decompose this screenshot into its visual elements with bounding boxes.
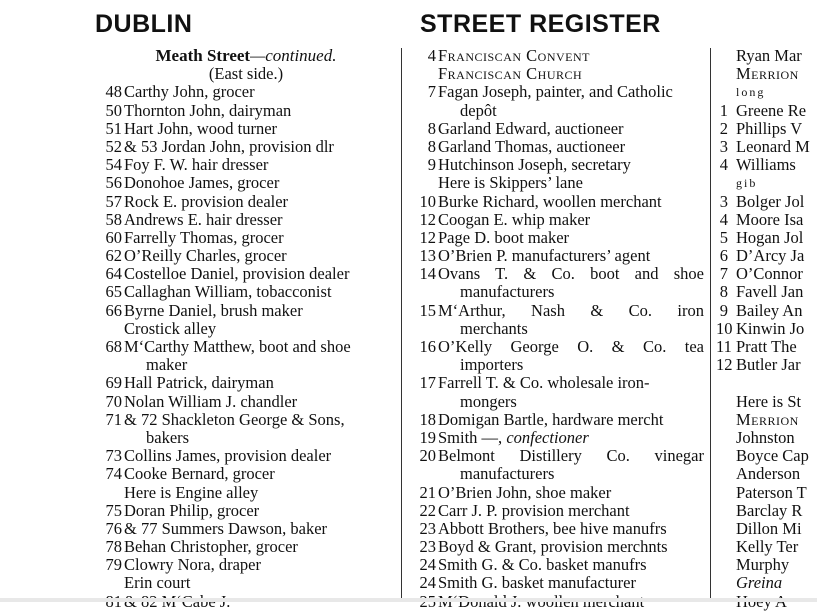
entry-text: O’Reilly Charles, grocer xyxy=(124,246,287,266)
register-entry xyxy=(716,393,817,411)
house-number: 60 xyxy=(105,227,122,247)
entry-text: Pratt The xyxy=(736,337,797,356)
register-entry xyxy=(716,538,817,556)
register-entry xyxy=(94,484,398,502)
entry-text: gib xyxy=(736,176,758,191)
register-entry xyxy=(716,65,817,83)
entry-text: Ryan Mar xyxy=(736,46,802,65)
register-entry xyxy=(94,247,398,265)
entry-text: Hall Patrick, dairyman xyxy=(124,373,274,393)
register-entry xyxy=(94,520,398,538)
register-entry xyxy=(94,283,398,301)
entry-text: Anderson xyxy=(736,464,801,484)
house-number: 73 xyxy=(105,446,122,466)
register-entry xyxy=(94,429,398,447)
register-entry xyxy=(94,193,398,211)
register-entry xyxy=(716,556,817,574)
register-entry xyxy=(408,356,704,374)
entry-text: depôt xyxy=(460,100,497,120)
entry-text: Byrne Daniel, brush maker xyxy=(124,300,303,320)
register-entry xyxy=(716,229,817,247)
entry-text: Belmont Distillery Co. vinegar xyxy=(438,446,704,466)
register-entry xyxy=(716,193,817,211)
register-entry xyxy=(408,247,704,265)
house-number: 7 xyxy=(719,264,728,284)
entry-text: Greina xyxy=(736,573,783,593)
register-entry xyxy=(408,374,704,392)
house-number: 22 xyxy=(419,500,436,520)
house-number: 14 xyxy=(419,264,436,284)
register-entry xyxy=(94,502,398,520)
register-entry xyxy=(408,83,704,101)
entry-text: Cooke Bernard, grocer xyxy=(124,464,275,484)
entry-text: Garland Edward, auctioneer xyxy=(438,118,624,138)
house-number: 8 xyxy=(427,118,436,138)
house-number: 15 xyxy=(419,300,436,320)
entry-text: Favell Jan xyxy=(736,282,804,302)
entry-text: long xyxy=(736,85,766,100)
house-number: 62 xyxy=(105,246,122,266)
register-entry xyxy=(94,102,398,120)
register-entry xyxy=(408,156,704,174)
register-entry xyxy=(716,283,817,301)
register-entry xyxy=(408,47,704,65)
register-entry xyxy=(94,556,398,574)
entry-text: Leonard M xyxy=(736,136,810,156)
entry-text: Clowry Nora, draper xyxy=(124,555,261,575)
house-number: 18 xyxy=(419,409,436,429)
house-number: 75 xyxy=(105,500,122,520)
entry-text: D’Arcy Ja xyxy=(736,246,805,266)
register-entry xyxy=(408,465,704,483)
house-number: 5 xyxy=(719,227,728,247)
register-entry xyxy=(408,120,704,138)
entry-list xyxy=(94,83,398,610)
house-number: 17 xyxy=(419,373,436,393)
entry-text: Franciscan Convent xyxy=(438,46,590,65)
register-entry xyxy=(94,374,398,392)
register-entry xyxy=(94,320,398,338)
register-entry xyxy=(716,47,817,65)
register-entry xyxy=(716,374,817,392)
side-subheading: (East side.) xyxy=(208,64,284,84)
house-number: 9 xyxy=(427,155,436,175)
entry-text: bakers xyxy=(146,427,190,447)
entry-text: mongers xyxy=(460,391,517,411)
entry-text: Fagan Joseph, painter, and Catholic xyxy=(438,82,673,102)
register-entry xyxy=(716,356,817,374)
entry-text: O’Brien John, shoe maker xyxy=(438,482,612,502)
register-entry xyxy=(716,120,817,138)
entry-text: Thornton John, dairyman xyxy=(124,100,292,120)
house-number: 12 xyxy=(716,355,733,375)
register-entry xyxy=(408,174,704,192)
entry-text: Donohoe James, grocer xyxy=(124,173,280,193)
house-number: 12 xyxy=(419,227,436,247)
entry-text: Rock E. provision dealer xyxy=(124,191,289,211)
entry-text: M‘Carthy Matthew, boot and shoe xyxy=(124,337,351,356)
entry-text: Farrell T. & Co. wholesale iron- xyxy=(438,373,650,393)
house-number: 76 xyxy=(105,518,122,538)
entry-text: Greene Re xyxy=(736,100,807,120)
entry-text: Merrion xyxy=(736,409,799,429)
register-entry xyxy=(408,65,704,83)
entry-text: O’Connor xyxy=(736,264,803,284)
column-divider xyxy=(710,48,711,600)
entry-text: Phillips V xyxy=(736,118,803,138)
entry-text: Boyd & Grant, provision merchnts xyxy=(438,537,668,557)
house-number: 23 xyxy=(419,537,436,557)
register-entry xyxy=(716,247,817,265)
house-number: 16 xyxy=(419,337,436,356)
entry-text: & 53 Jordan John, provision dlr xyxy=(124,136,334,156)
house-number: 10 xyxy=(419,191,436,211)
register-entry xyxy=(94,138,398,156)
entry-text: Ovans T. & Co. boot and shoe xyxy=(438,264,704,284)
register-entry xyxy=(408,538,704,556)
house-number: 51 xyxy=(105,118,122,138)
entry-text: Dillon Mi xyxy=(736,518,802,538)
register-entry xyxy=(94,83,398,101)
entry-text: Abbott Brothers, bee hive manufrs xyxy=(438,518,667,538)
house-number: 4 xyxy=(427,46,436,65)
entry-text: Andrews E. hair dresser xyxy=(124,209,283,229)
register-entry xyxy=(716,465,817,483)
entry-text: Moore Isa xyxy=(736,209,804,229)
entry-text: Bolger Jol xyxy=(736,191,805,211)
entry-text: Doran Philip, grocer xyxy=(124,500,260,520)
house-number: 2 xyxy=(719,118,728,138)
house-number: 78 xyxy=(105,537,122,557)
register-entry xyxy=(716,83,817,101)
entry-text: manufacturers xyxy=(460,282,555,302)
register-entry xyxy=(408,193,704,211)
house-number: 66 xyxy=(105,300,122,320)
entry-text: Smith —, confectioner xyxy=(438,427,589,447)
register-entry xyxy=(94,211,398,229)
entry-text: Hutchinson Joseph, secretary xyxy=(438,155,631,175)
house-number: 10 xyxy=(716,318,733,338)
entry-text: Costelloe Daniel, provision dealer xyxy=(124,264,350,284)
entry-text: Coogan E. whip maker xyxy=(438,209,591,229)
register-entry xyxy=(94,411,398,429)
entry-text: & 72 Shackleton George & Sons, xyxy=(124,409,345,429)
entry-text: Butler Jar xyxy=(736,355,801,375)
entry-text: Boyce Cap xyxy=(736,446,809,466)
entry-text: Barclay R xyxy=(736,500,803,520)
entry-text: Franciscan Church xyxy=(438,64,583,84)
entry-text: Kinwin Jo xyxy=(736,318,805,338)
entry-text: maker xyxy=(146,355,188,375)
page-header-title: STREET REGISTER xyxy=(420,10,661,38)
register-entry xyxy=(408,484,704,502)
register-entry xyxy=(408,393,704,411)
entry-text: Paterson T xyxy=(736,482,807,502)
register-entry xyxy=(408,502,704,520)
entry-text: Johnston xyxy=(736,427,795,447)
register-entry xyxy=(716,429,817,447)
register-entry xyxy=(94,265,398,283)
house-number: 74 xyxy=(105,464,122,484)
register-entry xyxy=(408,520,704,538)
entry-text: Callaghan William, tobacconist xyxy=(124,282,332,302)
register-entry xyxy=(408,429,704,447)
register-entry xyxy=(94,229,398,247)
column-divider xyxy=(401,48,402,600)
register-entry xyxy=(408,302,704,320)
entry-text: Bailey An xyxy=(736,300,803,320)
house-number: 65 xyxy=(105,282,122,302)
page-header-city: DUBLIN xyxy=(95,10,193,38)
entry-text: Here is St xyxy=(736,391,802,411)
entry-text: Nolan William J. chandler xyxy=(124,391,298,411)
entry-text: Farrelly Thomas, grocer xyxy=(124,227,284,247)
house-number: 23 xyxy=(419,518,436,538)
house-number: 48 xyxy=(105,82,122,102)
register-entry xyxy=(716,574,817,592)
house-number: 3 xyxy=(719,136,728,156)
page-bottom-edge xyxy=(0,598,817,602)
register-entry xyxy=(94,538,398,556)
entry-text: Carthy John, grocer xyxy=(124,82,255,102)
house-number: 24 xyxy=(419,555,436,575)
entry-text: Domigan Bartle, hardware mercht xyxy=(438,409,664,429)
house-number: 13 xyxy=(419,246,436,266)
entry-text: merchants xyxy=(460,318,528,338)
register-entry xyxy=(716,484,817,502)
house-number: 70 xyxy=(105,391,122,411)
register-entry xyxy=(94,393,398,411)
house-number: 1 xyxy=(719,100,728,120)
register-entry xyxy=(94,338,398,356)
house-number: 20 xyxy=(419,446,436,466)
house-number: 21 xyxy=(419,482,436,502)
entry-text: Smith G. & Co. basket manufrs xyxy=(438,555,647,575)
house-number: 64 xyxy=(105,264,122,284)
register-entry xyxy=(408,229,704,247)
register-entry xyxy=(94,574,398,592)
register-entry xyxy=(716,174,817,192)
register-entry xyxy=(716,320,817,338)
entry-text: Erin court xyxy=(124,573,191,593)
register-entry xyxy=(716,411,817,429)
house-number: 58 xyxy=(105,209,122,229)
entry-text: Here is Skippers’ lane xyxy=(438,173,583,193)
entry-list xyxy=(408,47,704,611)
register-column-3 xyxy=(716,47,817,611)
register-entry xyxy=(408,102,704,120)
house-number: 19 xyxy=(419,427,436,447)
entry-text: Burke Richard, woollen merchant xyxy=(438,191,662,211)
house-number: 50 xyxy=(105,100,122,120)
register-entry xyxy=(94,302,398,320)
register-entry xyxy=(94,447,398,465)
house-number: 8 xyxy=(427,136,436,156)
register-entry xyxy=(716,520,817,538)
entry-text: Murphy xyxy=(736,555,790,575)
entry-text: Kelly Ter xyxy=(736,537,799,557)
register-entry xyxy=(94,120,398,138)
entry-text: Here is Engine alley xyxy=(124,482,259,502)
entry-text: M‘Arthur, Nash & Co. iron xyxy=(438,300,704,320)
register-entry xyxy=(408,338,704,356)
register-entry xyxy=(716,156,817,174)
house-number: 54 xyxy=(105,155,122,175)
entry-text: O’Kelly George O. & Co. tea xyxy=(438,337,704,356)
house-number: 24 xyxy=(419,573,436,593)
house-number: 9 xyxy=(719,300,728,320)
register-entry xyxy=(94,465,398,483)
house-number: 7 xyxy=(427,82,436,102)
house-number: 57 xyxy=(105,191,122,211)
register-entry xyxy=(716,211,817,229)
house-number: 79 xyxy=(105,555,122,575)
entry-text: Merrion xyxy=(736,64,799,84)
register-column-1 xyxy=(94,47,398,611)
entry-text: Page D. boot maker xyxy=(438,227,570,247)
register-entry xyxy=(716,447,817,465)
street-name: Meath Street xyxy=(155,46,251,65)
entry-text: O’Brien P. manufacturers’ agent xyxy=(438,246,651,266)
entry-text: Carr J. P. provision merchant xyxy=(438,500,630,520)
entry-text: Hogan Jol xyxy=(736,227,804,247)
register-entry xyxy=(408,556,704,574)
house-number: 4 xyxy=(719,209,728,229)
house-number: 6 xyxy=(719,246,728,266)
entry-text: Williams xyxy=(736,155,796,175)
register-entry xyxy=(408,265,704,283)
house-number: 68 xyxy=(105,337,122,356)
entry-text: Foy F. W. hair dresser xyxy=(124,155,269,175)
continued-label: —continued. xyxy=(250,46,337,65)
register-entry xyxy=(94,156,398,174)
entry-text: importers xyxy=(460,355,524,375)
register-entry xyxy=(716,302,817,320)
entry-list xyxy=(716,47,817,611)
house-number: 69 xyxy=(105,373,122,393)
entry-text: Collins James, provision dealer xyxy=(124,446,332,466)
register-entry xyxy=(408,138,704,156)
register-entry xyxy=(408,411,704,429)
register-entry xyxy=(716,502,817,520)
register-entry xyxy=(94,174,398,192)
entry-text: Behan Christopher, grocer xyxy=(124,537,298,557)
register-column-2 xyxy=(408,47,704,611)
register-entry xyxy=(94,356,398,374)
house-number: 3 xyxy=(719,191,728,211)
house-number: 12 xyxy=(419,209,436,229)
entry-text: Hart John, wood turner xyxy=(124,118,278,138)
entry-text: manufacturers xyxy=(460,464,555,484)
house-number: 11 xyxy=(716,337,732,356)
register-entry xyxy=(716,102,817,120)
house-number: 71 xyxy=(105,409,122,429)
house-number: 52 xyxy=(105,136,122,156)
entry-text: Garland Thomas, auctioneer xyxy=(438,136,626,156)
register-entry xyxy=(716,338,817,356)
register-entry xyxy=(408,574,704,592)
street-heading xyxy=(94,47,398,65)
house-number: 8 xyxy=(719,282,728,302)
register-entry xyxy=(408,447,704,465)
entry-text: Crostick alley xyxy=(124,318,217,338)
register-entry xyxy=(408,320,704,338)
entry-text: Smith G. basket manufacturer xyxy=(438,573,636,593)
register-entry xyxy=(408,283,704,301)
entry-text: & 77 Summers Dawson, baker xyxy=(124,518,328,538)
register-entry xyxy=(408,211,704,229)
register-entry xyxy=(716,138,817,156)
house-number: 56 xyxy=(105,173,122,193)
house-number: 4 xyxy=(719,155,728,175)
register-entry xyxy=(716,265,817,283)
